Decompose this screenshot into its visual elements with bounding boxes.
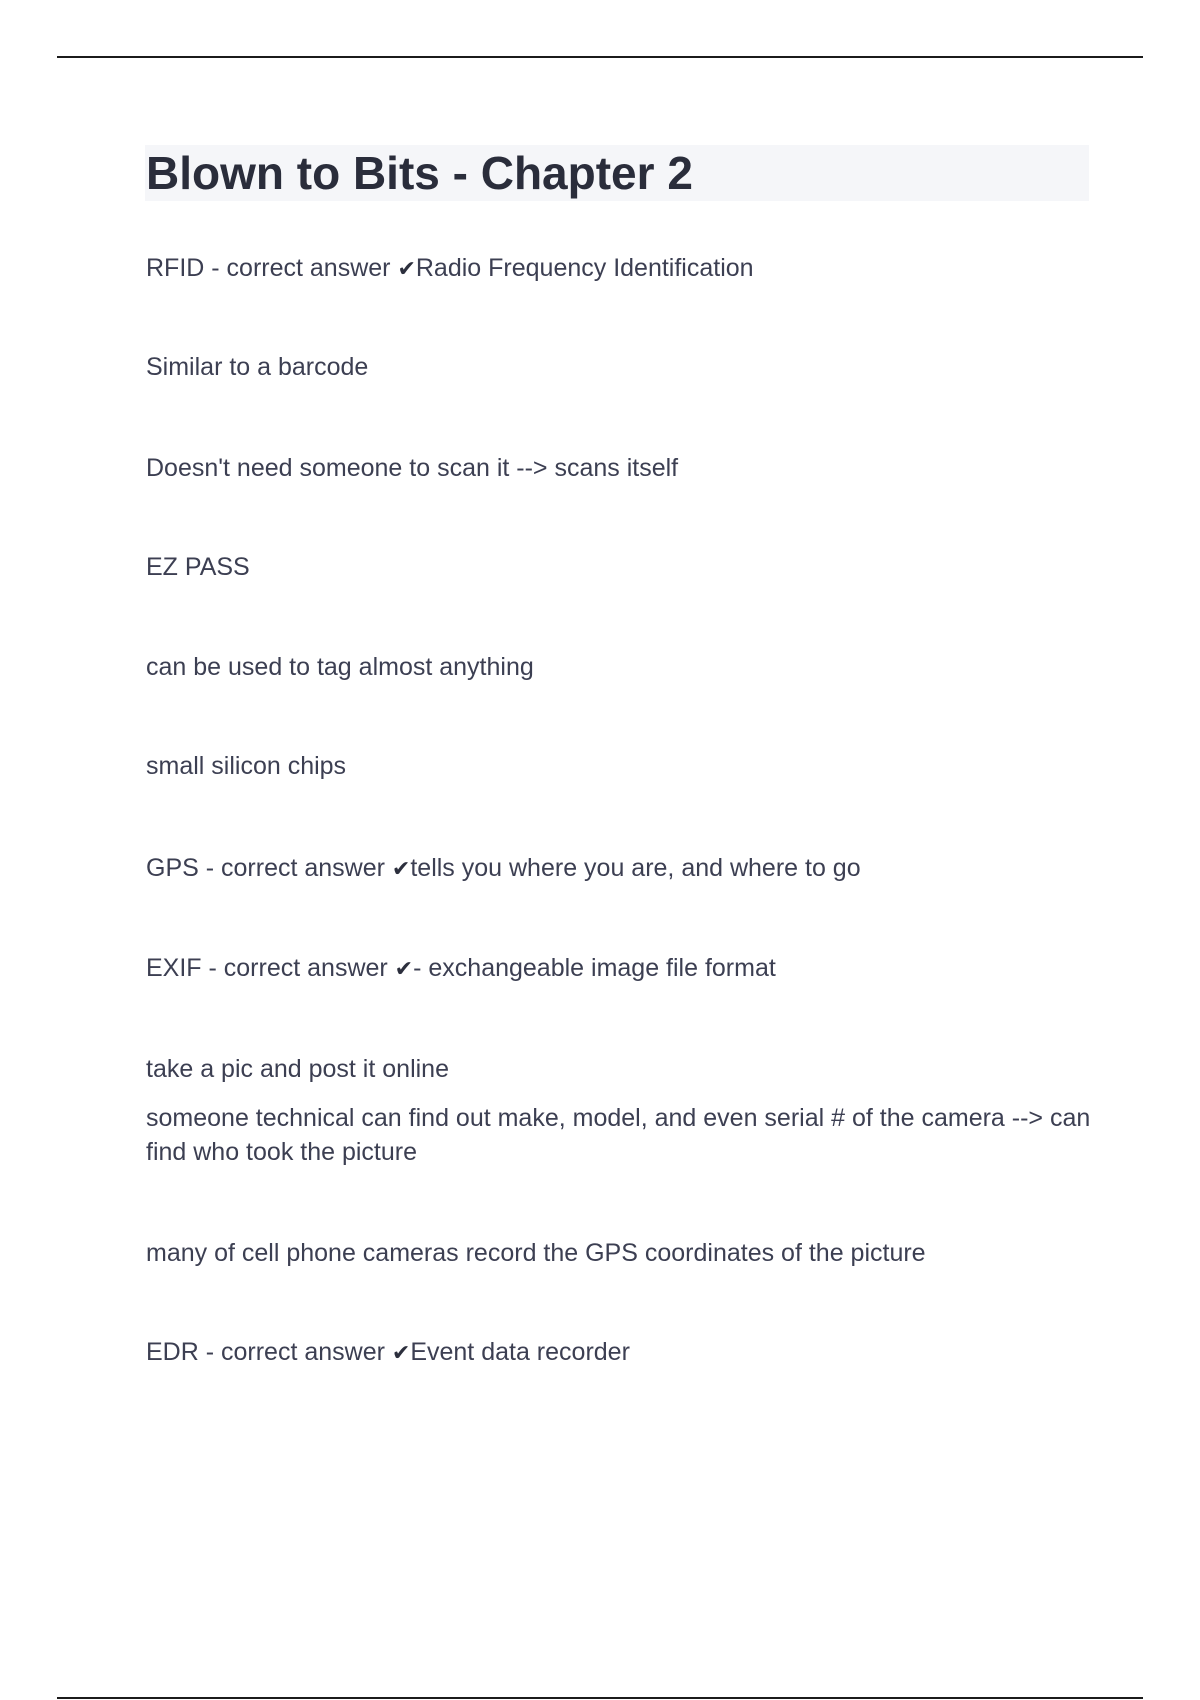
note-line: small silicon chips: [146, 752, 347, 780]
qa-entry-rfid: [146, 251, 754, 287]
checkmark-icon: ✔: [394, 957, 414, 982]
note-line: many of cell phone cameras record the GPS coordinates of the picture: [146, 1239, 926, 1267]
entry-term: EDR - correct answer: [146, 1338, 392, 1366]
note-line: Doesn't need someone to scan it --> scans itself: [146, 454, 679, 482]
note-line: EZ PASS: [146, 553, 250, 581]
page-title: Blown to Bits - Chapter 2: [146, 147, 693, 199]
note-line: can be used to tag almost anything: [146, 653, 534, 681]
entry-answer: tells you where you are, and where to go: [410, 854, 861, 882]
entry-answer: Event data recorder: [410, 1338, 630, 1366]
checkmark-icon: ✔: [397, 257, 416, 282]
qa-entry-gps: [146, 851, 861, 887]
note-paragraph: someone technical can find out make, model, and even serial # of the camera --> can find who took the picture: [146, 1104, 1091, 1166]
bottom-rule: [57, 1697, 1143, 1699]
top-rule: [57, 56, 1143, 58]
checkmark-icon: ✔: [391, 857, 411, 882]
entry-term: RFID - correct answer: [146, 254, 398, 282]
entry-answer: Radio Frequency Identification: [415, 254, 754, 282]
qa-entry-edr: [146, 1335, 630, 1371]
entry-term: EXIF - correct answer: [146, 954, 395, 982]
note-line: Similar to a barcode: [146, 353, 369, 381]
note-line: take a pic and post it online: [146, 1055, 449, 1083]
checkmark-icon: ✔: [391, 1341, 411, 1366]
entry-term: GPS - correct answer: [146, 854, 392, 882]
entry-answer: - exchangeable image file format: [413, 954, 776, 982]
qa-entry-exif: [146, 951, 776, 987]
